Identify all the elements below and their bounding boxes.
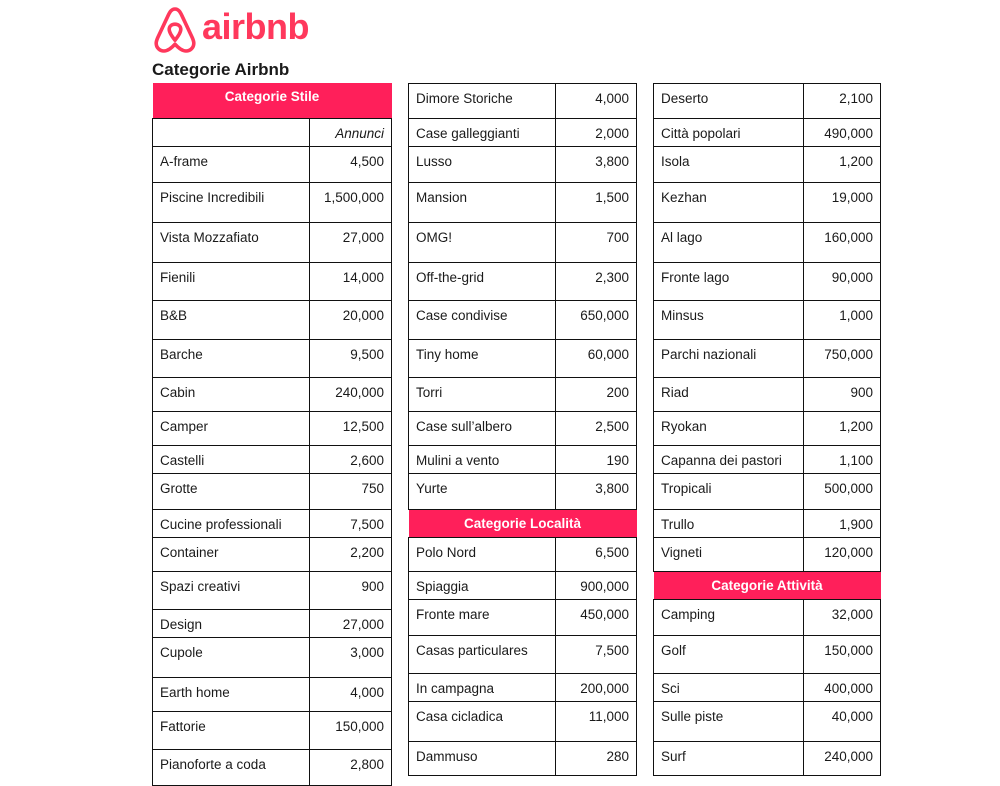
table-row bbox=[153, 509, 392, 537]
category-name: In campagna bbox=[416, 681, 495, 696]
table-row bbox=[654, 147, 881, 183]
listing-count: 2,300 bbox=[595, 270, 629, 285]
table-row bbox=[654, 600, 881, 636]
listing-count: 200 bbox=[606, 385, 629, 400]
listing-count: 650,000 bbox=[580, 308, 629, 323]
listing-count: 40,000 bbox=[831, 709, 873, 724]
listing-count: 280 bbox=[606, 749, 629, 764]
category-name: Mansion bbox=[416, 190, 468, 205]
table-stile bbox=[152, 83, 392, 786]
table-row bbox=[654, 446, 881, 474]
category-name: Container bbox=[160, 544, 219, 560]
listing-count: 12,500 bbox=[342, 418, 384, 434]
category-name: Cabin bbox=[160, 384, 196, 400]
table-row bbox=[409, 301, 637, 340]
category-name: Grotte bbox=[160, 480, 198, 496]
table-row bbox=[409, 183, 637, 223]
listing-count: 3,000 bbox=[350, 644, 384, 660]
listing-count: 3,800 bbox=[595, 154, 629, 169]
listing-count: 240,000 bbox=[335, 384, 384, 400]
category-name: Dammuso bbox=[416, 749, 478, 764]
listing-count: 2,600 bbox=[350, 452, 384, 468]
table-row bbox=[409, 572, 637, 600]
table-row bbox=[409, 340, 637, 378]
table-row bbox=[409, 147, 637, 183]
category-name: Fattorie bbox=[160, 718, 206, 734]
category-name: Dimore Storiche bbox=[416, 91, 513, 106]
listing-count: 2,500 bbox=[595, 419, 629, 434]
subheader-row bbox=[153, 118, 392, 146]
listing-count: 500,000 bbox=[824, 481, 873, 496]
table-row bbox=[409, 378, 637, 412]
category-header bbox=[153, 83, 392, 118]
listing-count: 900 bbox=[850, 385, 873, 400]
category-name: Tropicali bbox=[661, 481, 712, 496]
listing-count: 700 bbox=[606, 230, 629, 245]
listing-count: 32,000 bbox=[831, 607, 873, 622]
category-name: Off-the-grid bbox=[416, 270, 485, 285]
table-row bbox=[153, 262, 392, 300]
category-name: Isola bbox=[661, 154, 690, 169]
category-name: Spazi creativi bbox=[160, 578, 241, 594]
table-row bbox=[153, 445, 392, 473]
table-row bbox=[153, 377, 392, 411]
listing-count: 150,000 bbox=[824, 643, 873, 658]
category-name: Cucine professionali bbox=[160, 516, 282, 532]
table-row bbox=[153, 749, 392, 785]
table-row bbox=[654, 412, 881, 446]
table-row bbox=[654, 183, 881, 223]
listing-count: 14,000 bbox=[342, 269, 384, 285]
listing-count: 9,500 bbox=[350, 346, 384, 362]
table-row bbox=[153, 222, 392, 262]
category-name: Golf bbox=[661, 643, 686, 658]
listing-count: 4,500 bbox=[350, 153, 384, 169]
table-row bbox=[409, 263, 637, 301]
table-row bbox=[409, 119, 637, 147]
category-name: Earth home bbox=[160, 684, 230, 700]
category-name: Surf bbox=[661, 749, 686, 764]
annunci-label: Annunci bbox=[335, 125, 384, 141]
category-name: Ryokan bbox=[661, 419, 707, 434]
table-row bbox=[654, 301, 881, 340]
category-name: Case galleggianti bbox=[416, 126, 520, 141]
listing-count: 2,800 bbox=[350, 756, 384, 772]
listing-count: 900 bbox=[361, 578, 384, 594]
table-row bbox=[153, 339, 392, 377]
listing-count: 750,000 bbox=[824, 347, 873, 362]
category-name: Spiaggia bbox=[416, 579, 469, 594]
table-row bbox=[153, 711, 392, 749]
category-name: OMG! bbox=[416, 230, 452, 245]
table-row bbox=[409, 223, 637, 263]
listing-count: 1,500,000 bbox=[323, 189, 384, 205]
category-name: Castelli bbox=[160, 452, 205, 468]
table-row bbox=[153, 411, 392, 445]
table-row bbox=[409, 474, 637, 510]
category-name: Casa cicladica bbox=[416, 709, 504, 724]
airbnb-logo[interactable] bbox=[152, 6, 309, 54]
listing-count: 240,000 bbox=[824, 749, 873, 764]
table-row bbox=[153, 537, 392, 571]
table-row bbox=[409, 674, 637, 702]
listing-count: 1,200 bbox=[839, 154, 873, 169]
table-row bbox=[654, 510, 881, 538]
listing-count: 27,000 bbox=[342, 229, 384, 245]
category-name: B&B bbox=[160, 307, 188, 323]
listing-count: 120,000 bbox=[824, 545, 873, 560]
listing-count: 60,000 bbox=[587, 347, 629, 362]
listing-count: 1,900 bbox=[839, 517, 873, 532]
category-name: Polo Nord bbox=[416, 545, 477, 560]
category-name: Casas particulares bbox=[416, 643, 528, 658]
table-row bbox=[654, 263, 881, 301]
table-row bbox=[409, 446, 637, 474]
category-name: Design bbox=[160, 616, 203, 632]
table-row bbox=[654, 119, 881, 147]
category-name: Riad bbox=[661, 385, 689, 400]
category-header-label: Categorie Stile bbox=[224, 89, 320, 104]
category-name: Città popolari bbox=[661, 126, 741, 141]
table-row bbox=[153, 300, 392, 339]
listing-count: 1,500 bbox=[595, 190, 629, 205]
category-name: Torri bbox=[416, 385, 443, 400]
category-name: Deserto bbox=[661, 91, 709, 106]
listing-count: 20,000 bbox=[342, 307, 384, 323]
category-name: Camper bbox=[160, 418, 209, 434]
category-name: Barche bbox=[160, 346, 203, 362]
listing-count: 4,000 bbox=[595, 91, 629, 106]
listing-count: 200,000 bbox=[580, 681, 629, 696]
brand-name: airbnb bbox=[202, 6, 310, 47]
category-name: Lusso bbox=[416, 154, 453, 169]
listing-count: 490,000 bbox=[824, 126, 873, 141]
category-name: A-frame bbox=[160, 153, 209, 169]
table-row bbox=[654, 702, 881, 742]
listing-count: 90,000 bbox=[831, 270, 873, 285]
category-header-label: Categorie Località bbox=[463, 516, 582, 531]
category-name: Pianoforte a coda bbox=[160, 756, 266, 772]
category-name: Al lago bbox=[661, 230, 703, 245]
table-attivita bbox=[653, 83, 881, 776]
table-row bbox=[153, 146, 392, 182]
category-name: Trullo bbox=[661, 517, 695, 532]
category-header-label: Categorie Attività bbox=[711, 578, 823, 593]
table-row bbox=[153, 473, 392, 509]
table-row bbox=[654, 340, 881, 378]
table-row bbox=[654, 742, 881, 776]
category-header bbox=[654, 572, 881, 600]
table-row bbox=[654, 636, 881, 674]
listing-count: 19,000 bbox=[831, 190, 873, 205]
category-name: Case condivise bbox=[416, 308, 508, 323]
table-row bbox=[654, 538, 881, 572]
table-row bbox=[153, 571, 392, 609]
listing-count: 1,100 bbox=[839, 453, 873, 468]
table-localita bbox=[408, 83, 637, 776]
category-name: Yurte bbox=[416, 481, 448, 496]
category-name: Vigneti bbox=[661, 545, 703, 560]
category-header bbox=[409, 510, 637, 538]
listing-count: 1,000 bbox=[839, 308, 873, 323]
category-name: Fienili bbox=[160, 269, 196, 285]
table-row bbox=[654, 223, 881, 263]
airbnb-belo-icon bbox=[152, 6, 198, 54]
table-row bbox=[409, 702, 637, 742]
listing-count: 7,500 bbox=[350, 516, 384, 532]
listing-count: 2,100 bbox=[839, 91, 873, 106]
table-row bbox=[153, 182, 392, 222]
table-row bbox=[654, 474, 881, 510]
category-name: Case sull’albero bbox=[416, 419, 513, 434]
table-row bbox=[153, 609, 392, 637]
listing-count: 150,000 bbox=[335, 718, 384, 734]
category-name: Sci bbox=[661, 681, 680, 696]
listing-count: 4,000 bbox=[350, 684, 384, 700]
table-row bbox=[409, 538, 637, 572]
table-row bbox=[654, 378, 881, 412]
category-name: Cupole bbox=[160, 644, 203, 660]
listing-count: 3,800 bbox=[595, 481, 629, 496]
table-row bbox=[153, 677, 392, 711]
listing-count: 450,000 bbox=[580, 607, 629, 622]
table-row bbox=[409, 84, 637, 119]
category-name: Kezhan bbox=[661, 190, 707, 205]
category-name: Capanna dei pastori bbox=[661, 453, 782, 468]
table-row bbox=[409, 742, 637, 776]
category-name: Vista Mozzafiato bbox=[160, 229, 259, 245]
category-name: Mulini a vento bbox=[416, 453, 500, 468]
listing-count: 11,000 bbox=[588, 709, 629, 724]
listing-count: 400,000 bbox=[824, 681, 873, 696]
table-row bbox=[153, 637, 392, 677]
table-row bbox=[654, 674, 881, 702]
table-row bbox=[654, 84, 881, 119]
listing-count: 190 bbox=[606, 453, 629, 468]
listing-count: 1,200 bbox=[839, 419, 873, 434]
page-title: Categorie Airbnb bbox=[152, 60, 290, 79]
listing-count: 160,000 bbox=[824, 230, 873, 245]
table-row bbox=[409, 636, 637, 674]
category-name: Fronte mare bbox=[416, 607, 490, 622]
category-name: Minsus bbox=[661, 308, 704, 323]
category-name: Sulle piste bbox=[661, 709, 724, 724]
category-name: Tiny home bbox=[416, 347, 479, 362]
category-name: Parchi nazionali bbox=[661, 347, 757, 362]
listing-count: 27,000 bbox=[342, 616, 384, 632]
category-name: Camping bbox=[661, 607, 716, 622]
listing-count: 2,200 bbox=[350, 544, 384, 560]
category-name: Fronte lago bbox=[661, 270, 730, 285]
listing-count: 6,500 bbox=[595, 545, 629, 560]
listing-count: 750 bbox=[361, 480, 384, 496]
listing-count: 2,000 bbox=[595, 126, 629, 141]
table-row bbox=[409, 412, 637, 446]
table-row bbox=[409, 600, 637, 636]
listing-count: 7,500 bbox=[595, 643, 629, 658]
listing-count: 900,000 bbox=[580, 579, 629, 594]
category-name: Piscine Incredibili bbox=[160, 189, 265, 205]
